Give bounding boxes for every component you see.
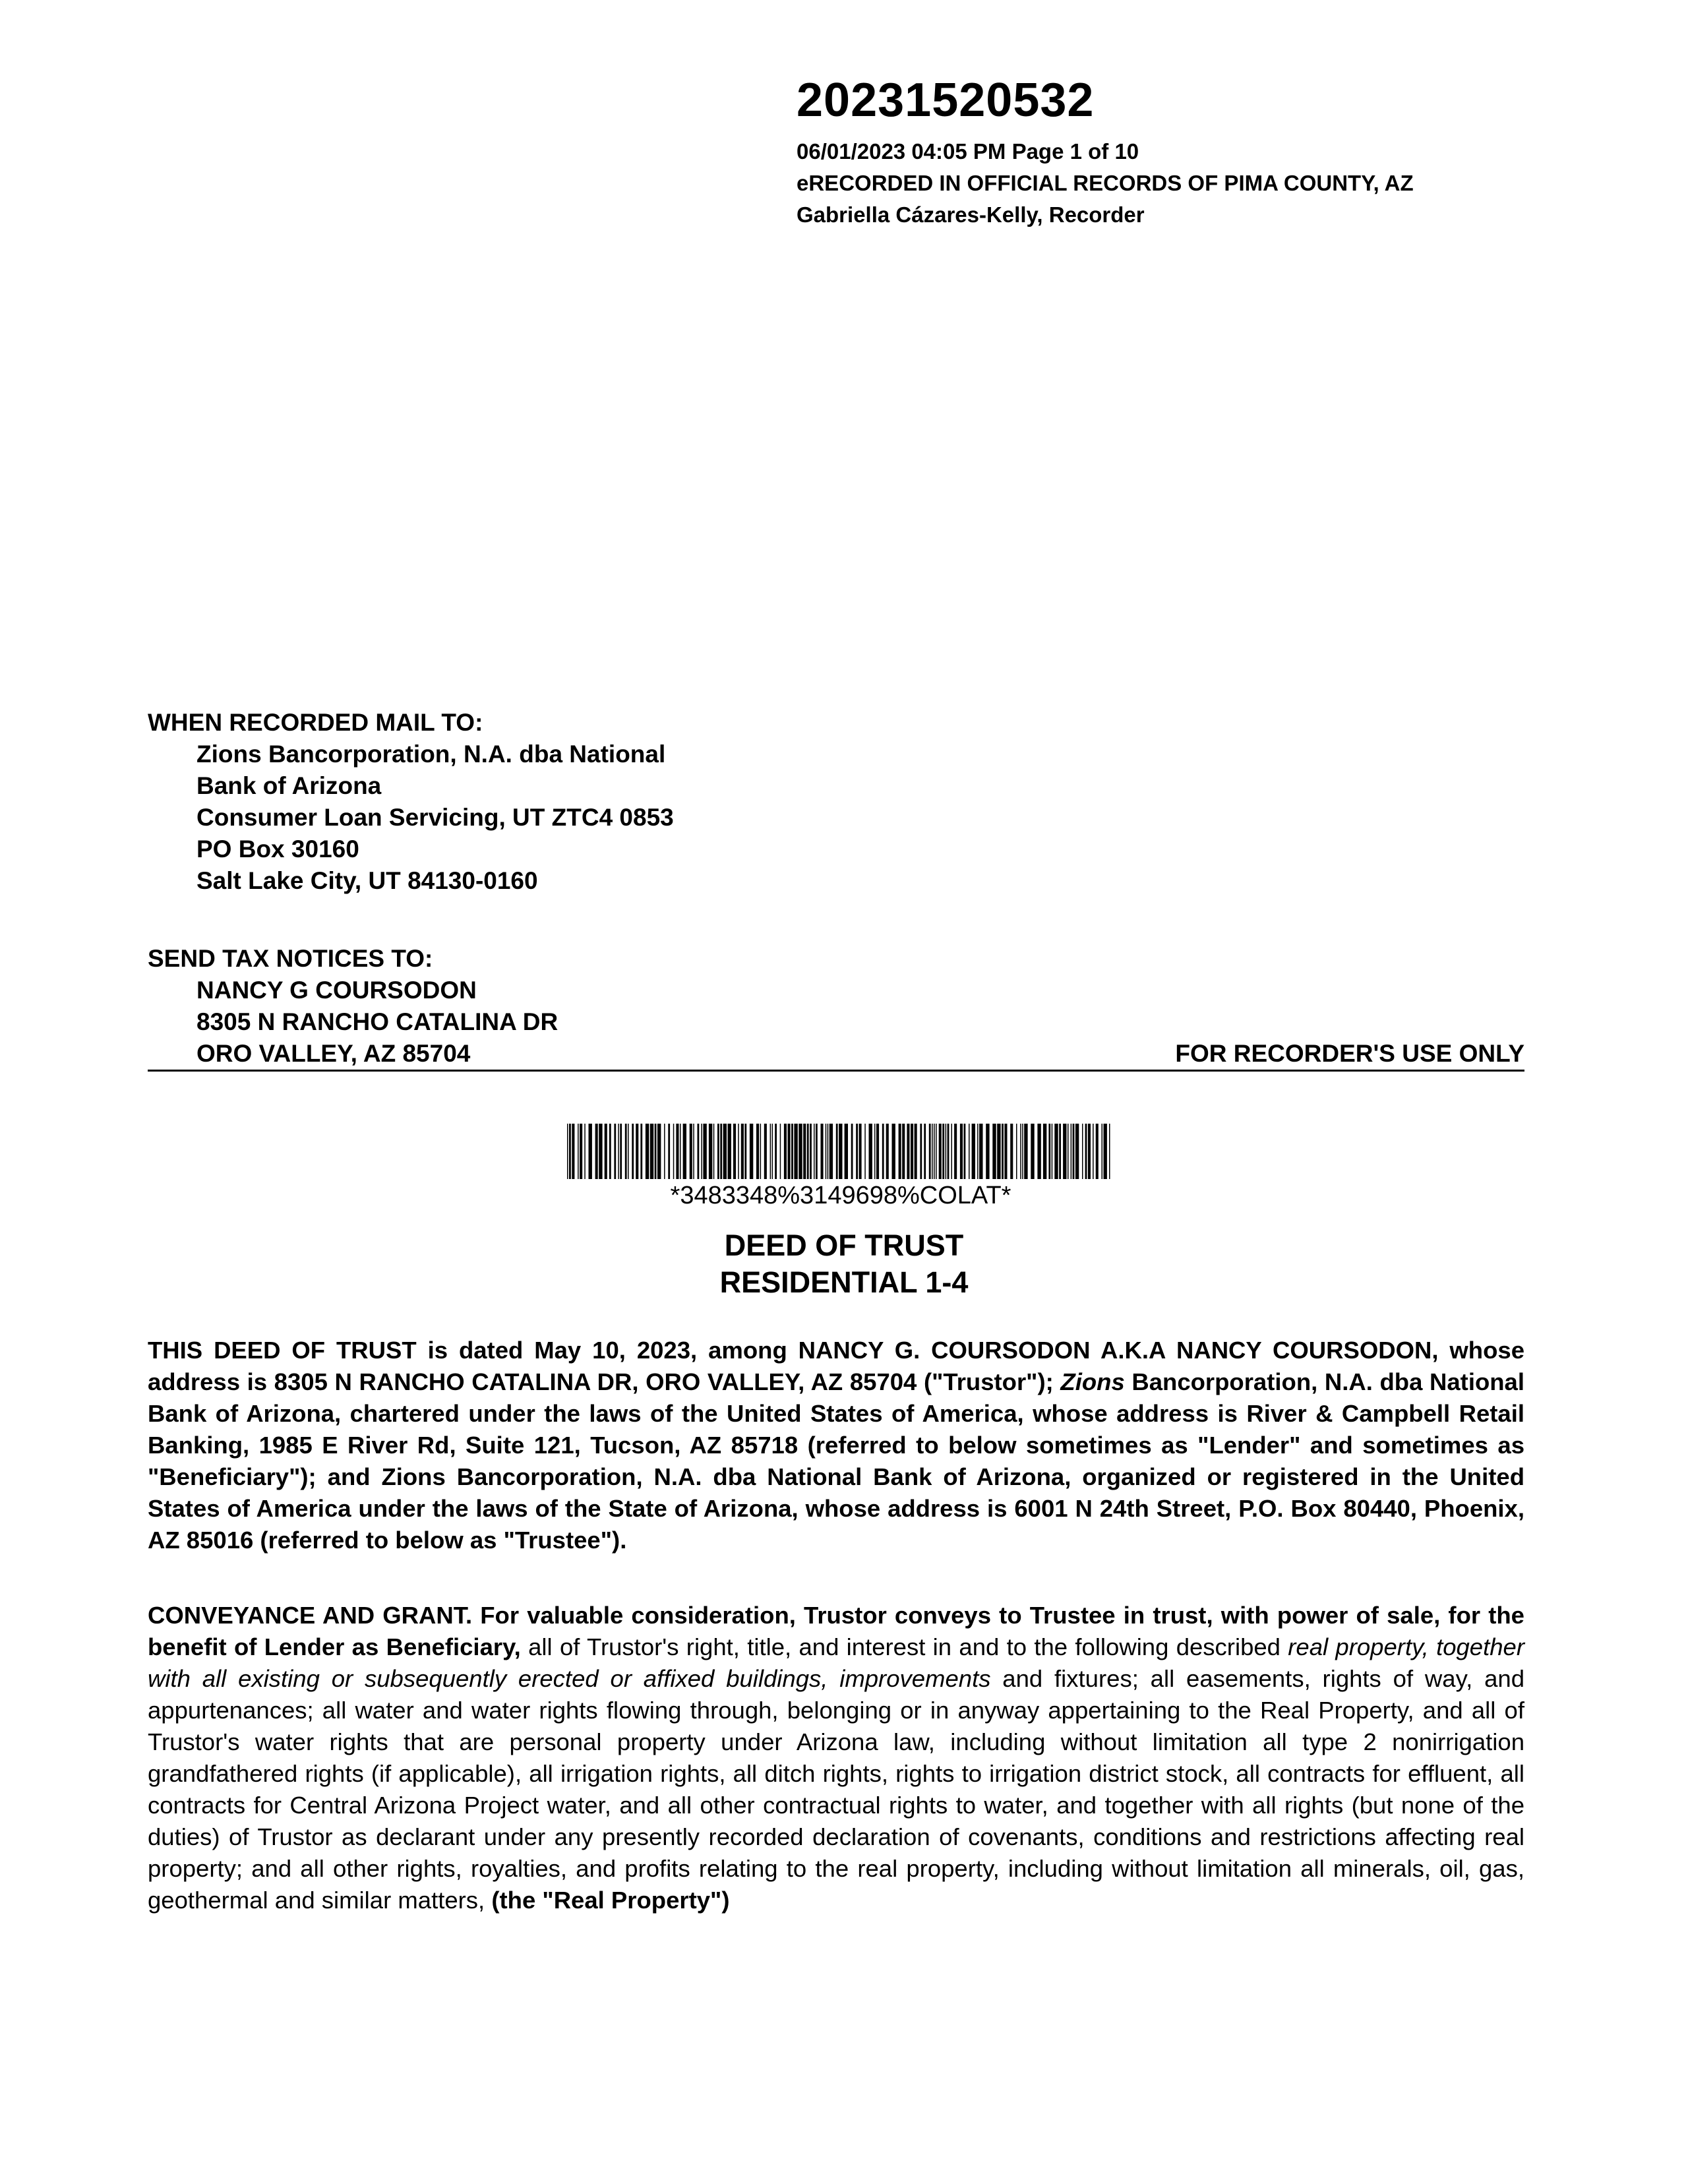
barcode-bar xyxy=(567,1124,568,1179)
barcode-bar xyxy=(839,1124,842,1179)
recording-office: eRECORDED IN OFFICIAL RECORDS OF PIMA COUNTY, AZ xyxy=(797,171,1414,195)
barcode-bar xyxy=(807,1124,809,1179)
conveyance-bold-text: For valuable consideration, Trustor conveys to Trustee in trust, with power of sale, for the benefit of Lender as Beneficiary, xyxy=(148,1602,1524,1660)
barcode-bar xyxy=(614,1124,616,1179)
barcode-bar xyxy=(640,1124,642,1179)
tax-notices-line: 8305 N RANCHO CATALINA DR xyxy=(196,1008,558,1035)
document-title: DEED OF TRUST xyxy=(724,1228,964,1262)
barcode-bar xyxy=(876,1124,879,1179)
barcode-bar xyxy=(1085,1124,1087,1179)
barcode-bar xyxy=(1022,1124,1023,1179)
barcode-bar xyxy=(673,1124,675,1179)
barcode-bar xyxy=(954,1124,957,1179)
barcode-bar xyxy=(605,1124,607,1179)
parties-text-b: Zions xyxy=(1060,1368,1125,1395)
barcode-bar xyxy=(569,1124,571,1179)
barcode-bar xyxy=(1093,1124,1094,1179)
barcode-bar xyxy=(1068,1124,1069,1179)
barcode xyxy=(566,1124,1116,1179)
barcode-bar xyxy=(856,1124,858,1179)
barcode-bar xyxy=(646,1124,649,1179)
mail-to-line: Salt Lake City, UT 84130-0160 xyxy=(196,867,538,894)
tax-notices-line: NANCY G COURSODON xyxy=(196,977,477,1004)
barcode-bar xyxy=(618,1124,619,1179)
barcode-bar xyxy=(676,1124,678,1179)
barcode-bar xyxy=(997,1124,1000,1179)
recorder-use-label: FOR RECORDER'S USE ONLY xyxy=(1175,1040,1524,1067)
barcode-bar xyxy=(632,1124,634,1179)
tax-notices-line: ORO VALLEY, AZ 85704 xyxy=(196,1040,471,1067)
barcode-bar xyxy=(869,1124,872,1179)
barcode-bar xyxy=(1004,1124,1007,1179)
conveyance-italic-text: real property, together with all existing or subsequently erected or affixed buildings, improvements xyxy=(148,1633,1524,1692)
barcode-bar xyxy=(864,1124,866,1179)
barcode-bar xyxy=(680,1124,681,1179)
barcode-bar xyxy=(934,1124,935,1179)
barcode-bar xyxy=(589,1124,592,1179)
barcode-bar xyxy=(657,1124,661,1179)
barcode-bar xyxy=(698,1124,700,1179)
barcode-bar xyxy=(794,1124,797,1179)
recording-datetime: 06/01/2023 04:05 PM Page 1 of 10 xyxy=(797,139,1139,164)
barcode-bar xyxy=(911,1124,913,1179)
barcode-bar xyxy=(1002,1124,1004,1179)
barcode-bar xyxy=(1016,1124,1017,1179)
barcode-bar xyxy=(929,1124,931,1179)
barcode-bar xyxy=(874,1124,876,1179)
barcode-bar xyxy=(803,1124,806,1179)
barcode-bar xyxy=(625,1124,627,1179)
barcode-bar xyxy=(744,1124,746,1179)
barcode-bar xyxy=(668,1124,670,1179)
barcode-bar xyxy=(1104,1124,1107,1179)
barcode-bar xyxy=(636,1124,638,1179)
barcode-bar xyxy=(979,1124,982,1179)
barcode-bar xyxy=(1059,1124,1061,1179)
barcode-bar xyxy=(701,1124,702,1179)
barcode-bar xyxy=(628,1124,629,1179)
conveyance-text-rest: and fixtures; all easements, rights of way, and appurtenances; all water and water rights flowing through, belonging or in anyway appertaining to the Real Property, and all of Trustor's water rights that are personal property under Arizona law, including without limitation all type 2 nonirrigation grandfathered rights (if applicable), all irrigation rights, all ditch rights, rights to irrigation district stock, all contracts for effluent, all contracts for Central Arizona Project water, and all other contractual rights to water, and together with all rights (but none of the duties) of Trustor as declarant under any presently recorded declaration of covenants, conditions and restrictions affecting real property; and all other rights, royalties, and profits relating to the real property, including without limitation all minerals, oil, gas, geothermal and similar matters, xyxy=(148,1665,1525,1914)
barcode-bar xyxy=(939,1124,942,1179)
barcode-bar xyxy=(992,1124,996,1179)
conveyance-text: all of Trustor's right, title, and interest in and to the following described xyxy=(520,1633,1288,1660)
barcode-bar xyxy=(899,1124,901,1179)
barcode-bar xyxy=(595,1124,598,1179)
barcode-bar xyxy=(902,1124,905,1179)
barcode-bar xyxy=(760,1124,762,1179)
barcode-bar xyxy=(907,1124,909,1179)
barcode-bar xyxy=(1073,1124,1075,1179)
recording-number: 20231520532 xyxy=(797,74,1095,127)
barcode-bar xyxy=(772,1124,773,1179)
barcode-bar xyxy=(948,1124,950,1179)
barcode-bar xyxy=(1031,1124,1034,1179)
barcode-bar xyxy=(693,1124,694,1179)
barcode-bar xyxy=(936,1124,937,1179)
barcode-bar xyxy=(620,1124,622,1179)
barcode-bar xyxy=(1082,1124,1083,1179)
tax-notices-label: SEND TAX NOTICES TO: xyxy=(148,945,433,972)
barcode-bar xyxy=(1088,1124,1091,1179)
barcode-bar xyxy=(733,1124,736,1179)
mail-to-line: Zions Bancorporation, N.A. dba National xyxy=(196,741,666,768)
barcode-bar xyxy=(1096,1124,1099,1179)
barcode-bar xyxy=(775,1124,777,1179)
barcode-bar xyxy=(972,1124,975,1179)
barcode-bar xyxy=(709,1124,712,1179)
barcode-bar xyxy=(750,1124,753,1179)
barcode-bar xyxy=(599,1124,602,1179)
barcode-bar xyxy=(664,1124,665,1179)
barcode-bar xyxy=(851,1124,853,1179)
barcode-bar xyxy=(713,1124,715,1179)
barcode-bar xyxy=(826,1124,827,1179)
barcode-bar xyxy=(788,1124,791,1179)
parties-text-a: THIS DEED OF TRUST is dated May 10, 2023, among NANCY G. COURSODON A.K.A NANCY COURSODON, whose address is 8305 N RANCHO CATALINA DR, ORO VALLEY, AZ 85704 ("Trustor"); xyxy=(148,1337,1524,1395)
barcode-bar xyxy=(1020,1124,1021,1179)
barcode-bar xyxy=(764,1124,767,1179)
real-property-definition: (the "Real Property") xyxy=(491,1887,730,1914)
barcode-bar xyxy=(650,1124,653,1179)
barcode-bar xyxy=(1102,1124,1103,1179)
barcode-bar xyxy=(821,1124,824,1179)
barcode-bar xyxy=(703,1124,706,1179)
barcode-bar xyxy=(960,1124,963,1179)
barcode-bar xyxy=(791,1124,793,1179)
barcode-bar xyxy=(780,1124,781,1179)
barcode-bar xyxy=(882,1124,884,1179)
conveyance-heading: CONVEYANCE AND GRANT. xyxy=(148,1602,473,1629)
conveyance-paragraph xyxy=(148,1600,1524,1916)
barcode-bar xyxy=(1037,1124,1040,1179)
barcode-text: *3483348%3149698%COLAT* xyxy=(670,1182,1011,1209)
barcode-bar xyxy=(720,1124,722,1179)
barcode-bar xyxy=(924,1124,926,1179)
barcode-bar xyxy=(738,1124,739,1179)
barcode-bar xyxy=(886,1124,889,1179)
barcode-bar xyxy=(942,1124,944,1179)
barcode-bar xyxy=(977,1124,979,1179)
barcode-bar xyxy=(690,1124,692,1179)
barcode-bar xyxy=(828,1124,829,1179)
barcode-bar xyxy=(951,1124,953,1179)
barcode-bar xyxy=(1071,1124,1072,1179)
barcode-bar xyxy=(741,1124,744,1179)
parties-text-c: Bancorporation, N.A. dba National Bank of Arizona, chartered under the laws of the United States of America, whose address is River & Campbell Retail Banking, 1985 E River Rd, Suite 121, Tucson, AZ 85718 (referred to below sometimes as "Lender" and sometimes as "Beneficiary"); and Zions Bancorporation, N.A. dba National Bank of Arizona, organized or registered in the United States of America under the laws of the State of Arizona, whose address is 6001 N 24th Street, P.O. Box 80440, Phoenix, AZ 85016 (referred to below as "Trustee"). xyxy=(148,1368,1525,1554)
barcode-bar xyxy=(770,1124,771,1179)
barcode-bar xyxy=(816,1124,818,1179)
barcode-bar xyxy=(1063,1124,1066,1179)
barcode-bar xyxy=(920,1124,922,1179)
barcode-bar xyxy=(964,1124,966,1179)
mail-to-line: Bank of Arizona xyxy=(196,772,382,799)
barcode-bar xyxy=(572,1124,574,1179)
barcode-bar xyxy=(859,1124,862,1179)
barcode-bar xyxy=(1075,1124,1079,1179)
divider-rule xyxy=(148,1070,1524,1072)
barcode-bar xyxy=(829,1124,833,1179)
document-subtitle: RESIDENTIAL 1-4 xyxy=(719,1265,969,1299)
barcode-bar xyxy=(784,1124,787,1179)
barcode-bar xyxy=(683,1124,686,1179)
barcode-bar xyxy=(580,1124,582,1179)
barcode-bar xyxy=(986,1124,989,1179)
barcode-bar xyxy=(1043,1124,1046,1179)
barcode-bar xyxy=(609,1124,611,1179)
barcode-bar xyxy=(892,1124,895,1179)
barcode-bar xyxy=(1109,1124,1110,1179)
barcode-bar xyxy=(810,1124,812,1179)
barcode-bar xyxy=(655,1124,657,1179)
barcode-bar xyxy=(578,1124,579,1179)
parties-paragraph xyxy=(148,1335,1524,1556)
mail-to-line: PO Box 30160 xyxy=(196,835,359,863)
mail-to-line: Consumer Loan Servicing, UT ZTC4 0853 xyxy=(196,804,674,831)
barcode-bar xyxy=(1054,1124,1058,1179)
barcode-bar xyxy=(1052,1124,1053,1179)
barcode-bar xyxy=(932,1124,933,1179)
barcode-bar xyxy=(836,1124,838,1179)
barcode-bar xyxy=(756,1124,759,1179)
recorder-name: Gabriella Cázares-Kelly, Recorder xyxy=(797,202,1145,227)
barcode-bar xyxy=(584,1124,586,1179)
barcode-bar xyxy=(717,1124,719,1179)
barcode-bar xyxy=(946,1124,947,1179)
barcode-bar xyxy=(1010,1124,1013,1179)
barcode-bar xyxy=(814,1124,815,1179)
barcode-bar xyxy=(728,1124,731,1179)
barcode-bar xyxy=(723,1124,727,1179)
barcode-bar xyxy=(915,1124,917,1179)
barcode-bar xyxy=(1024,1124,1027,1179)
barcode-bar xyxy=(1048,1124,1050,1179)
mail-to-label: WHEN RECORDED MAIL TO: xyxy=(148,709,483,736)
barcode-bar xyxy=(799,1124,802,1179)
barcode-bar xyxy=(845,1124,848,1179)
barcode-bar xyxy=(969,1124,970,1179)
